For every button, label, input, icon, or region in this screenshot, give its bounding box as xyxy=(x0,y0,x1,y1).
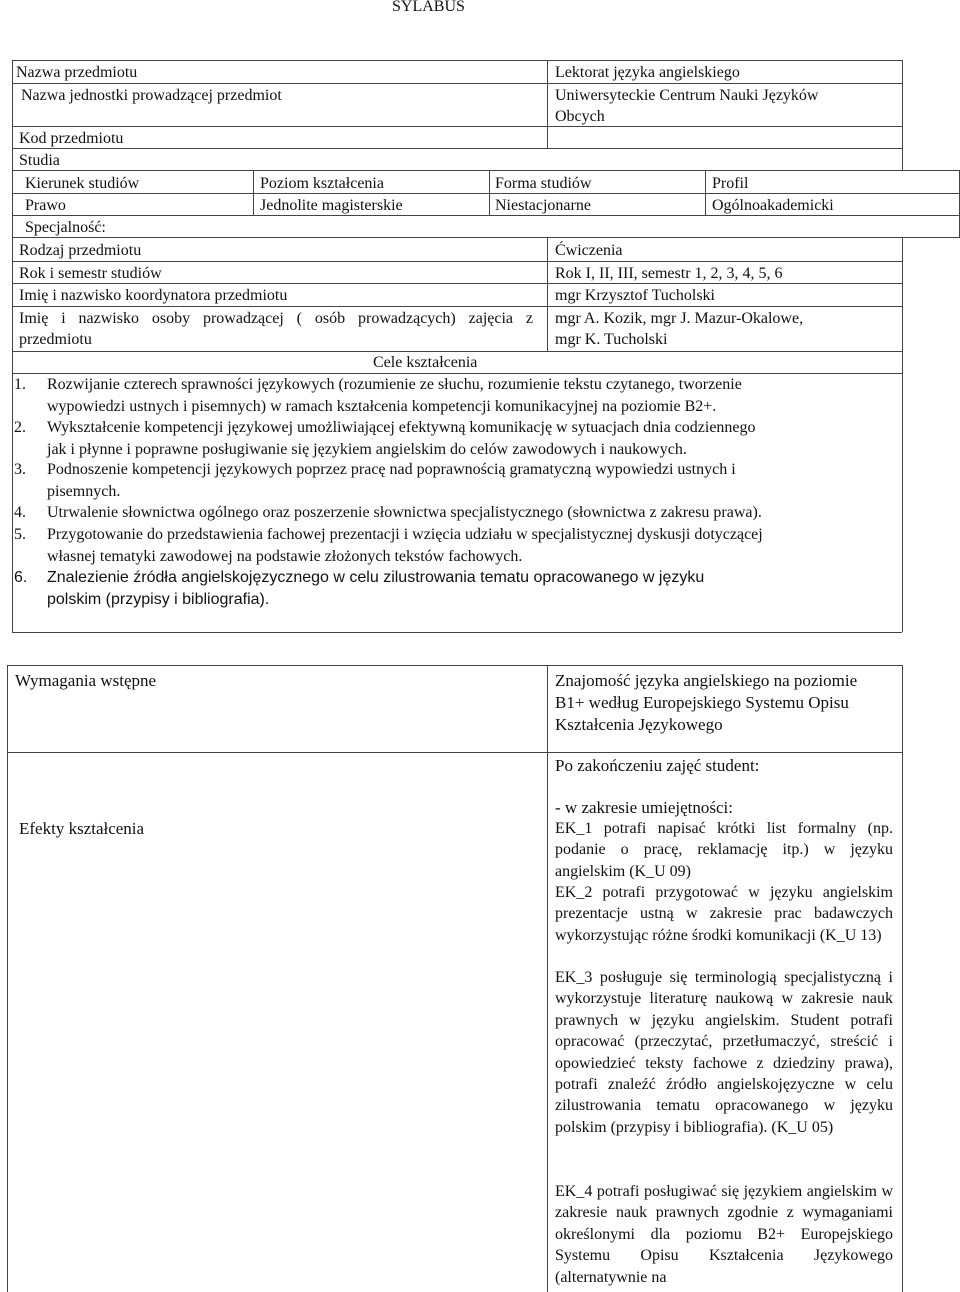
label-jednostka: Nazwa jednostki prowadzącej przedmiot xyxy=(21,87,282,104)
list-item-number: 2. xyxy=(14,419,26,436)
value-forma: Niestacjonarne xyxy=(495,197,591,214)
label-koordynator: Imię i nazwisko koordynatora przedmiotu xyxy=(19,287,288,304)
list-item xyxy=(14,567,894,611)
label-studia: Studia xyxy=(19,152,60,169)
list-item-line: wypowiedzi ustnych i pisemnych) w ramach kształcenia kompetencji komunikacyjnej na poziomie B2+. xyxy=(47,397,717,415)
label-efekty: Efekty kształcenia xyxy=(19,819,145,838)
value-koordynator: mgr Krzysztof Tucholski xyxy=(555,287,715,304)
efekt-ek2: EK_2 potrafi przygotować w języku angielskim prezentacje ustną w zakresie prac badawczych wykorzystując różne środki komunikacji (K_U 13) xyxy=(555,884,893,944)
list-item-line: Rozwijanie czterech sprawności językowych (rozumienie ze słuchu, rozumienie tekstu czytanego, tworzenie xyxy=(47,376,742,393)
list-item xyxy=(14,374,894,417)
list-item-line: Znalezienie źródła angielskojęzycznego w celu zilustrowania tematu opracowanego w języku xyxy=(47,569,705,586)
label-prowadzacy-line1: Imię i nazwisko osoby prowadzącej ( osób prowadzących) zajęcia z xyxy=(19,310,533,327)
value-poziom: Jednolite magisterskie xyxy=(260,197,403,214)
list-item-number: 6. xyxy=(14,569,28,586)
list-item-line: Utrwalenie słownictwa ogólnego oraz poszerzenie słownictwa specjalistycznego (słownictwa z zakresu prawa). xyxy=(47,504,762,521)
value-wymagania-line1: Znajomość języka angielskiego na poziomie xyxy=(555,671,858,690)
list-item xyxy=(14,502,894,524)
list-item-number: 3. xyxy=(14,461,26,478)
value-jednostka-line2: Obcych xyxy=(555,108,605,125)
efekty-subheading: - w zakresie umiejętności: xyxy=(555,798,733,817)
list-item-number: 5. xyxy=(14,526,26,543)
label-specjalnosc: Specjalność: xyxy=(25,219,106,236)
list-item-line: własnej tematyki zawodowej na podstawie złożonych tekstów fachowych. xyxy=(47,547,523,565)
efekt-ek1: EK_1 potrafi napisać krótki list formalny (np. podanie o pracę, reklamację itp.) w języku angielskim (K_U 09) xyxy=(555,820,893,880)
value-prowadzacy-line1: mgr A. Kozik, mgr J. Mazur-Okalowe, xyxy=(555,310,804,327)
header-poziom: Poziom kształcenia xyxy=(260,175,384,192)
cele-heading: Cele kształcenia xyxy=(373,354,478,371)
value-nazwa-przedmiotu: Lektorat języka angielskiego xyxy=(555,64,740,81)
label-wymagania: Wymagania wstępne xyxy=(15,671,157,690)
label-rok: Rok i semestr studiów xyxy=(19,265,162,282)
list-item xyxy=(14,459,894,502)
list-item-line: pisemnych. xyxy=(47,482,121,500)
efekt-ek4: EK_4 potrafi posługiwać się językiem angielskim w zakresie nauk prawnych zgodnie z wymaganiami określonymi dla poziomu B2+ Europejskiego Systemu Opisu Kształcenia Językowego (alternatywnie na xyxy=(555,1183,893,1286)
value-wymagania-line2: B1+ według Europejskiego Systemu Opisu xyxy=(555,693,849,712)
header-forma: Forma studiów xyxy=(495,175,592,192)
label-nazwa-przedmiotu: Nazwa przedmiotu xyxy=(16,64,138,81)
list-item xyxy=(14,417,894,460)
list-item-line: Wykształcenie kompetencji językowej umożliwiającej efektywną komunikację w sytuacjach dnia codziennego xyxy=(47,419,756,436)
list-item xyxy=(14,524,894,567)
value-kierunek: Prawo xyxy=(25,197,66,214)
page-title: SYLABUS xyxy=(392,0,465,15)
list-item-line: polskim (przypisy i bibliografia). xyxy=(47,591,270,608)
efekty-intro: Po zakończeniu zajęć student: xyxy=(555,756,760,775)
list-item-line: Podnoszenie kompetencji językowych poprzez pracę nad poprawnością gramatyczną wypowiedzi ustnych i xyxy=(47,461,736,478)
header-profil: Profil xyxy=(712,175,749,192)
value-jednostka-line1: Uniwersyteckie Centrum Nauki Języków xyxy=(555,87,819,104)
value-rodzaj: Ćwiczenia xyxy=(555,242,623,259)
value-wymagania-line3: Kształcenia Językowego xyxy=(555,715,723,734)
value-profil: Ogólnoakademicki xyxy=(712,197,834,214)
list-item-number: 4. xyxy=(14,504,26,521)
label-kod-przedmiotu: Kod przedmiotu xyxy=(19,130,124,147)
label-prowadzacy-line2: przedmiotu xyxy=(19,331,92,348)
value-prowadzacy-line2: mgr K. Tucholski xyxy=(555,331,668,348)
header-kierunek: Kierunek studiów xyxy=(25,175,140,192)
efekt-ek3: EK_3 posługuje się terminologią specjalistyczną i wykorzystuje literaturę naukową w zakresie nauk prawnych w języku angielskim. Student potrafi opracować (przeczytać, przetłumaczyć, streścić i opowiedzieć teksty fachowe z dziedziny prawa), potrafi znaleźć źródło angielskojęzyczne w celu zilustrowania tematu opracowanego w języku polskim (przypisy i bibliografia). (K_U 05) xyxy=(555,969,893,1136)
label-rodzaj: Rodzaj przedmiotu xyxy=(19,242,142,259)
list-item-line: Przygotowanie do przedstawienia fachowej prezentacji i wzięcia udziału w specjalistycznej dyskusji dotyczącej xyxy=(47,526,763,543)
value-rok: Rok I, II, III, semestr 1, 2, 3, 4, 5, 6 xyxy=(555,265,783,282)
list-item-line: jak i płynne i poprawne posługiwanie się językiem angielskim do celów zawodowych i naukowych. xyxy=(47,440,687,458)
list-item-number: 1. xyxy=(14,376,26,393)
